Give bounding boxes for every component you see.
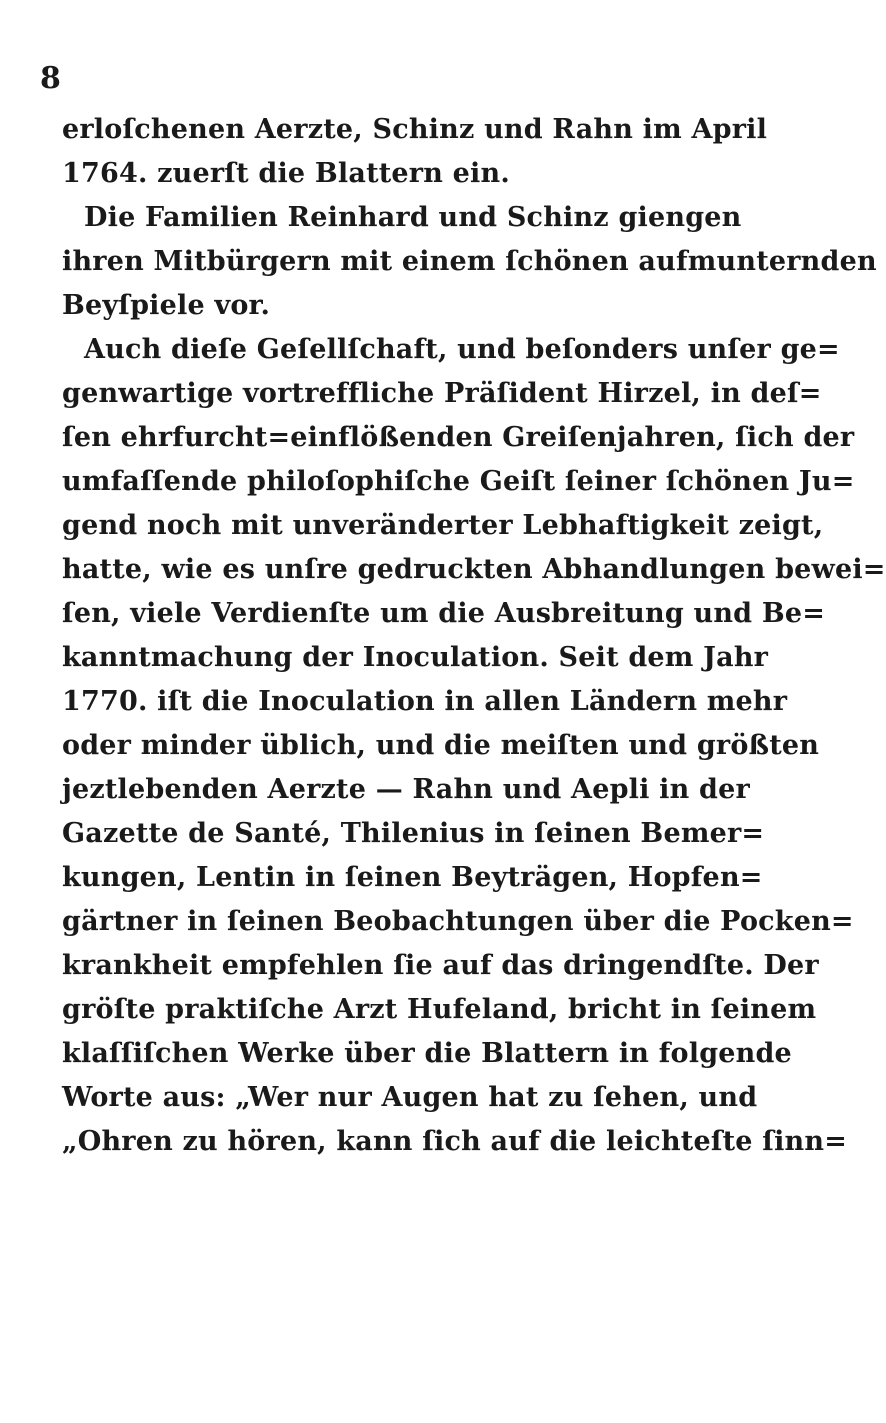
text-line: Auch dieſe Geſellſchaft, und beſonders unſer ge= — [84, 334, 840, 365]
text-line: genwartige vortreffliche Präſident Hirzel, in deſ= — [62, 378, 822, 409]
text-line: hatte, wie es unſre gedruckten Abhandlungen bewei= — [62, 554, 886, 585]
text-line: 1764. zuerſt die Blattern ein. — [62, 158, 510, 189]
text-line: „Ohren zu hören, kann ſich auf die leichteſte ſinn= — [62, 1126, 848, 1157]
text-line: 1770. iſt die Inoculation in allen Ländern mehr — [62, 686, 788, 717]
body-text — [62, 108, 886, 1164]
text-line: gröſte praktiſche Arzt Hufeland, bricht in ſeinem — [62, 994, 817, 1025]
text-line: oder minder üblich, und die meiſten und größten — [62, 730, 820, 761]
text-line: Die Familien Reinhard und Schinz giengen — [84, 202, 742, 233]
text-line: ſen ehrfurcht=einflößenden Greiſenjahren, ſich der — [62, 422, 855, 453]
text-line: ihren Mitbürgern mit einem ſchönen aufmunternden — [62, 246, 877, 277]
text-line: Beyſpiele vor. — [62, 290, 271, 321]
text-line: klaſſiſchen Werke über die Blattern in folgende — [62, 1038, 792, 1069]
text-line: Worte aus: „Wer nur Augen hat zu ſehen, und — [62, 1082, 758, 1113]
text-line: umfaſſende philoſophiſche Geiſt ſeiner ſchönen Ju= — [62, 466, 855, 497]
text-line: gend noch mit unveränderter Lebhaftigkeit zeigt, — [62, 510, 824, 541]
text-line: ſen, viele Verdienſte um die Ausbreitung und Be= — [62, 598, 826, 629]
text-line: kanntmachung der Inoculation. Seit dem Jahr — [62, 642, 769, 673]
text-line: Gazette de Santé, Thilenius in ſeinen Bemer= — [62, 818, 765, 849]
text-line: erloſchenen Aerzte, Schinz und Rahn im April — [62, 114, 768, 145]
text-line: krankheit empfehlen ſie auf das dringendſte. Der — [62, 950, 819, 981]
page-number: 8 — [40, 61, 61, 96]
text-line: kungen, Lentin in ſeinen Beyträgen, Hopfen= — [62, 862, 763, 893]
text-line: gärtner in ſeinen Beobachtungen über die Pocken= — [62, 906, 854, 937]
text-line: jeztlebenden Aerzte — Rahn und Aepli in der — [62, 774, 750, 805]
